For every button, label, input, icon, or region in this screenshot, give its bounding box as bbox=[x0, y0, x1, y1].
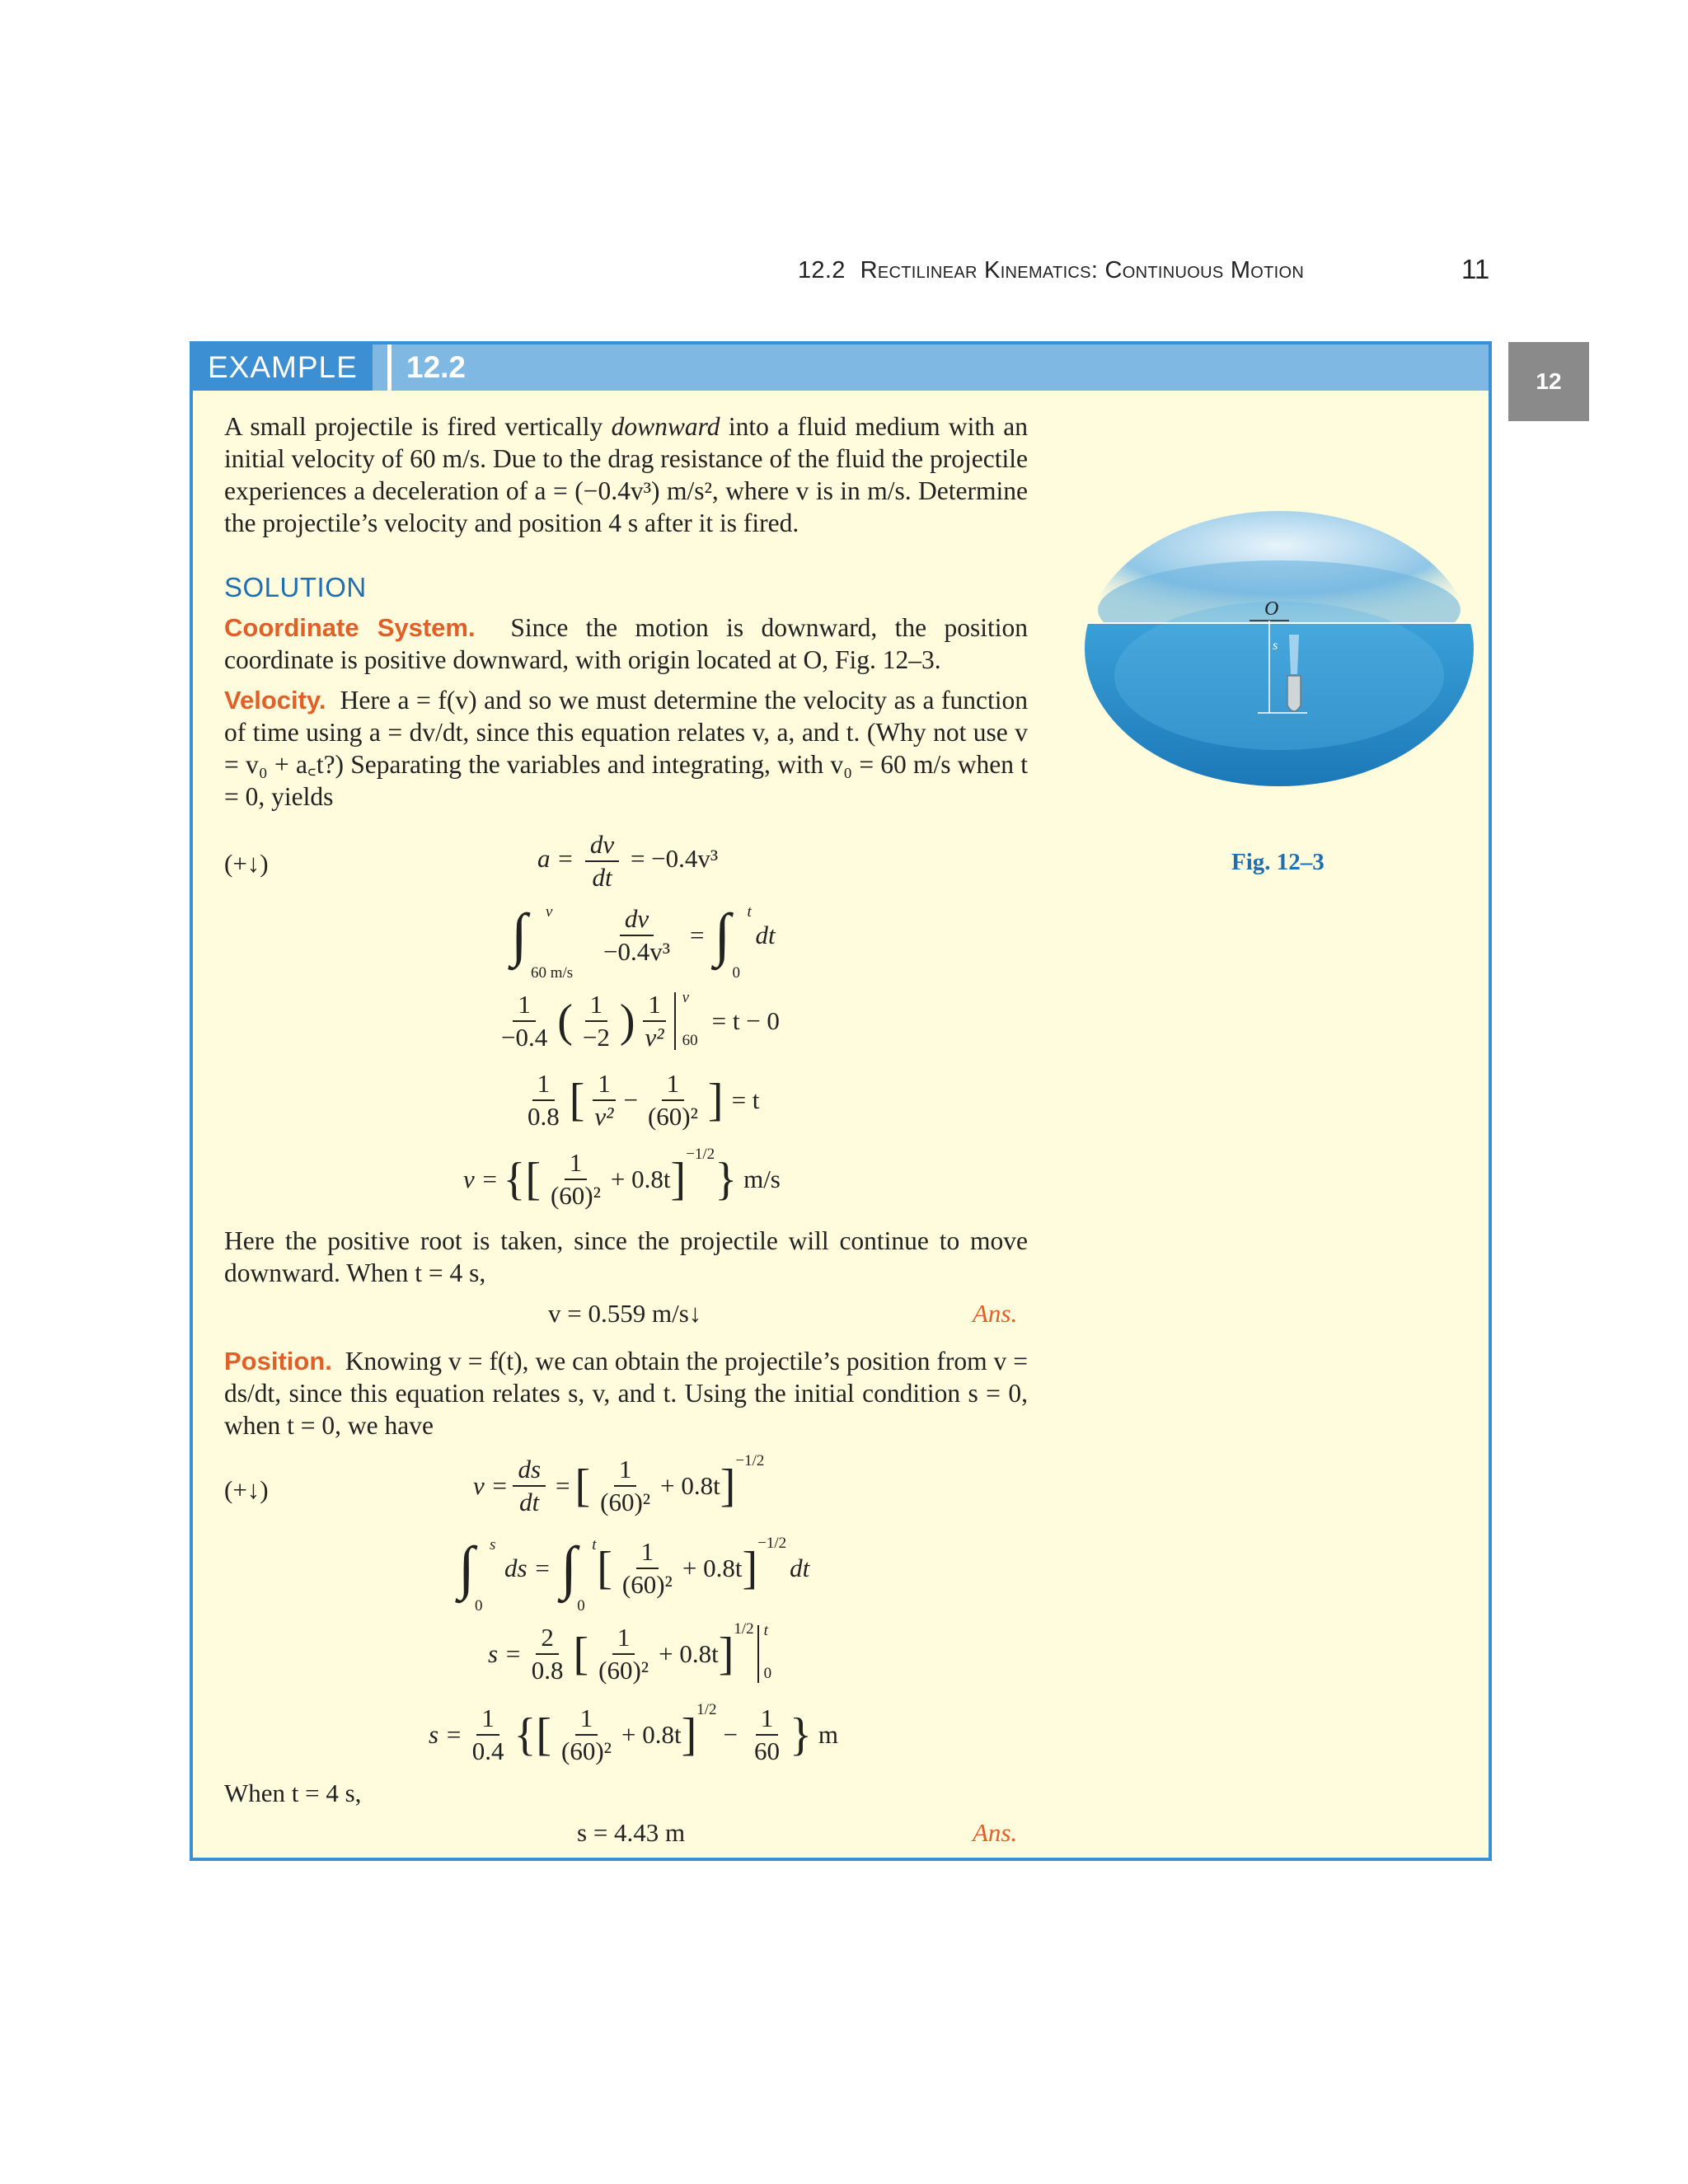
eq9-frac3 bbox=[749, 1704, 785, 1765]
eq9-frac2 bbox=[556, 1704, 617, 1765]
eq6-den2: (60)² bbox=[600, 1488, 651, 1516]
velocity-answer: v = 0.559 m/s↓ bbox=[548, 1299, 702, 1328]
equation-3 bbox=[491, 991, 780, 1052]
eq9-unit: m bbox=[818, 1720, 839, 1749]
eq2-integral-right: ∫ bbox=[714, 902, 731, 968]
eq4-num3: 1 bbox=[662, 1070, 685, 1101]
projectile-icon bbox=[1287, 676, 1301, 711]
eq9-brace-close: } bbox=[790, 1709, 812, 1760]
position-paragraph bbox=[224, 1345, 1028, 1441]
sign-convention-2: (+↓) bbox=[224, 1475, 269, 1504]
position-answer: s = 4.43 m bbox=[577, 1818, 686, 1847]
eq1-num: dv bbox=[589, 830, 615, 859]
problem-statement bbox=[224, 410, 1028, 539]
eq9-den2: (60)² bbox=[561, 1736, 612, 1765]
eq3-rhs: = t − 0 bbox=[711, 1006, 780, 1035]
position-ans-label: Ans. bbox=[973, 1818, 1018, 1847]
eq9-frac1 bbox=[467, 1704, 509, 1765]
eq2-integral: ∫ bbox=[511, 902, 528, 968]
eq9-num3: 1 bbox=[756, 1704, 779, 1736]
eq1-lhs: a = bbox=[537, 844, 574, 874]
eq4-den2: v² bbox=[594, 1102, 614, 1131]
eq9-num2: 1 bbox=[575, 1704, 598, 1736]
velocity-paragraph bbox=[224, 684, 1028, 813]
eq5-exponent: −1/2 bbox=[686, 1146, 715, 1163]
eq8-exponent: 1/2 bbox=[734, 1620, 754, 1638]
eq4-frac1 bbox=[523, 1070, 565, 1131]
eq8-frac1 bbox=[527, 1624, 569, 1685]
eq8-den2: (60)² bbox=[598, 1656, 649, 1685]
sign-convention-1: (+↓) bbox=[224, 849, 269, 878]
eq7-rlower: 0 bbox=[577, 1597, 585, 1615]
equation-7 bbox=[458, 1535, 810, 1615]
eq7-lower: 0 bbox=[475, 1597, 483, 1615]
chapter-tab: 12 bbox=[1508, 342, 1589, 421]
when-text: When t = 4 s, bbox=[224, 1779, 362, 1807]
eq2-equals: = bbox=[690, 921, 705, 949]
eq4-num2: 1 bbox=[593, 1070, 616, 1101]
projectile-figure bbox=[1085, 511, 1474, 786]
eq9-num: 1 bbox=[476, 1704, 499, 1736]
eq7-exponent: −1/2 bbox=[757, 1535, 787, 1552]
eq6-plus: + 0.8t bbox=[660, 1471, 720, 1500]
eq3-frac2 bbox=[578, 991, 615, 1052]
eq9-plus: + 0.8t bbox=[621, 1720, 682, 1749]
eq4-den3: (60)² bbox=[647, 1102, 698, 1131]
velocity-text: Here a = f(v) and so we must determine the velocity as a function of time using a = dv/dt, since this equation relates v, a, and t. (Why not use v = v₀ + a꜀t?) Separating the variables and integrating, with v₀ = 60 m/s when t = 0, yields bbox=[224, 686, 1028, 811]
eq6-frac1 bbox=[513, 1455, 546, 1516]
position-heading: Position. bbox=[224, 1347, 332, 1376]
eq9-bracket-close: ] bbox=[681, 1709, 697, 1760]
eq2-rhs: dt bbox=[755, 921, 776, 949]
eq2-rupper: t bbox=[747, 903, 752, 921]
eq9-den3: 60 bbox=[754, 1736, 780, 1765]
eq6-exponent: −1/2 bbox=[735, 1452, 765, 1469]
eq4-den1: 0.8 bbox=[528, 1102, 560, 1131]
eq7-upper: s bbox=[490, 1536, 496, 1554]
equation-6 bbox=[473, 1452, 765, 1516]
eq1-den: dt bbox=[592, 863, 612, 892]
example-number: 12.2 bbox=[387, 344, 466, 391]
coordinate-text: Since the motion is downward, the position coordinate is positive downward, with origin located at O, Fig. 12–3. bbox=[224, 613, 1029, 674]
eq9-den: 0.4 bbox=[471, 1736, 504, 1765]
running-head bbox=[798, 257, 1304, 284]
eq8-bracket-close: ] bbox=[718, 1629, 734, 1680]
eq5-lhs: v = bbox=[463, 1165, 499, 1193]
eq7-frac bbox=[617, 1538, 678, 1599]
eq6-den: dt bbox=[519, 1488, 540, 1516]
eq1-fraction bbox=[585, 831, 619, 892]
eq8-num: 2 bbox=[536, 1624, 559, 1655]
eq5-plus: + 0.8t bbox=[610, 1165, 671, 1193]
eq8-upper: t bbox=[763, 1622, 768, 1639]
eq7-den: (60)² bbox=[621, 1570, 673, 1599]
eq2-rlower: 0 bbox=[732, 964, 741, 982]
eq3-lower: 60 bbox=[682, 1032, 698, 1049]
eq3-num1: 1 bbox=[513, 991, 536, 1022]
example-header bbox=[193, 344, 1489, 391]
eq7-integral-right: ∫ bbox=[560, 1535, 577, 1601]
position-label: s bbox=[1273, 639, 1278, 653]
equation-9 bbox=[429, 1701, 839, 1765]
eq3-upper: v bbox=[682, 989, 690, 1006]
equation-5 bbox=[463, 1146, 781, 1210]
eq4-frac3 bbox=[643, 1070, 703, 1131]
eq3-num3: 1 bbox=[643, 991, 666, 1022]
eq6-bracket-open: [ bbox=[574, 1460, 591, 1511]
eq7-integral-left: ∫ bbox=[458, 1535, 475, 1601]
eq2-den: −0.4v³ bbox=[603, 937, 671, 966]
eq7-dt: dt bbox=[790, 1554, 810, 1582]
eq5-brace-open: {[ bbox=[503, 1154, 541, 1205]
eq5-unit: m/s bbox=[743, 1165, 781, 1193]
eq3-paren-close: ) bbox=[619, 996, 635, 1047]
eq8-num2: 1 bbox=[612, 1624, 635, 1655]
eq2-num: dv bbox=[624, 904, 649, 933]
figure-caption: Fig. 12–3 bbox=[1231, 849, 1325, 875]
eq2-upper: v bbox=[546, 903, 553, 921]
eq6-num: ds bbox=[518, 1455, 542, 1483]
eq3-eval-bar bbox=[674, 989, 709, 1050]
eq3-num2: 1 bbox=[585, 991, 608, 1022]
eq3-frac1 bbox=[496, 991, 552, 1052]
eq4-num1: 1 bbox=[532, 1070, 556, 1101]
eq9-minus: − bbox=[723, 1720, 738, 1749]
eq4-bracket-open: [ bbox=[569, 1075, 585, 1126]
velocity-heading: Velocity. bbox=[224, 686, 326, 715]
velocity-ans-label: Ans. bbox=[973, 1299, 1018, 1328]
eq8-lhs: s = bbox=[488, 1639, 522, 1668]
eq3-den3: v² bbox=[645, 1023, 664, 1052]
example-label: EXAMPLE bbox=[193, 344, 373, 391]
eq5-brace-close: } bbox=[715, 1154, 738, 1205]
eq6-equals: = bbox=[556, 1471, 570, 1500]
solution-heading: SOLUTION bbox=[224, 572, 367, 602]
coordinate-paragraph bbox=[224, 612, 1028, 676]
eq3-den2: −2 bbox=[582, 1023, 610, 1052]
fluid-illustration bbox=[1085, 511, 1474, 786]
problem-italic: downward bbox=[611, 412, 720, 441]
position-text: Knowing v = f(t), we can obtain the projectile’s position from v = ds/dt, since this equation relates s, v, and t. Using the initial condition s = 0, when t = 0, we have bbox=[224, 1347, 1029, 1440]
section-number: 12.2 bbox=[798, 257, 846, 284]
eq7-bracket-open: [ bbox=[597, 1543, 612, 1594]
eq3-den1: −0.4 bbox=[501, 1023, 548, 1052]
eq8-lower: 0 bbox=[763, 1665, 772, 1682]
eq7-ds: ds = bbox=[504, 1554, 551, 1582]
eq4-minus: − bbox=[623, 1085, 638, 1114]
section-title: Rectilinear Kinematics: Continuous Motion bbox=[860, 257, 1305, 284]
eq8-plus: + 0.8t bbox=[659, 1639, 719, 1668]
eq8-bracket-open: [ bbox=[573, 1629, 589, 1680]
equation-4 bbox=[518, 1070, 759, 1131]
eq5-den: (60)² bbox=[550, 1181, 601, 1210]
eq7-num: 1 bbox=[636, 1538, 659, 1569]
eq9-brace-open: {[ bbox=[513, 1709, 552, 1760]
eq2-fraction bbox=[598, 905, 675, 966]
eq8-den: 0.8 bbox=[531, 1656, 564, 1685]
eq4-frac2 bbox=[589, 1070, 618, 1131]
origin-label: O bbox=[1264, 598, 1279, 620]
equation-8 bbox=[488, 1620, 784, 1685]
problem-text-start: A small projectile is fired vertically bbox=[224, 412, 612, 441]
eq6-lhs: v = bbox=[473, 1471, 509, 1500]
problem-text-end: into a fluid medium with an initial velocity of 60 m/s. Due to the drag resistance of the fluid the projectile experiences a deceleration of a = (−0.4v³) m/s², where v is in m/s. Determine the projectile’s velocity and position 4 s after it is fired. bbox=[224, 412, 1028, 537]
eq4-rhs: = t bbox=[731, 1085, 760, 1114]
eq9-exponent: 1/2 bbox=[696, 1701, 717, 1718]
eq5-frac bbox=[546, 1149, 606, 1210]
page-number: 11 bbox=[1461, 254, 1490, 284]
eq7-rupper: t bbox=[592, 1536, 597, 1554]
eq3-frac3 bbox=[640, 991, 669, 1052]
eq8-frac2 bbox=[593, 1624, 654, 1685]
eq5-num: 1 bbox=[565, 1149, 588, 1180]
eq9-lhs: s = bbox=[429, 1720, 462, 1749]
eq4-bracket-close: ] bbox=[707, 1075, 724, 1126]
equation-1 bbox=[537, 831, 718, 892]
coordinate-heading: Coordinate System. bbox=[224, 613, 476, 642]
eq7-bracket-close: ] bbox=[742, 1543, 758, 1594]
eq6-frac2 bbox=[595, 1455, 655, 1516]
eq3-paren-open: ( bbox=[557, 996, 573, 1047]
eq1-rhs: = −0.4v³ bbox=[630, 844, 719, 874]
root-paragraph: Here the positive root is taken, since the projectile will continue to move downward. When t = 4 s, bbox=[224, 1226, 1028, 1287]
eq8-eval-bar bbox=[757, 1622, 784, 1683]
eq6-bracket-close: ] bbox=[720, 1460, 736, 1511]
eq7-plus: + 0.8t bbox=[682, 1554, 743, 1582]
eq2-lower: 60 m/s bbox=[531, 964, 574, 982]
eq6-num2: 1 bbox=[614, 1455, 637, 1487]
eq5-bracket-close: ] bbox=[670, 1154, 687, 1205]
equation-2 bbox=[511, 902, 776, 982]
